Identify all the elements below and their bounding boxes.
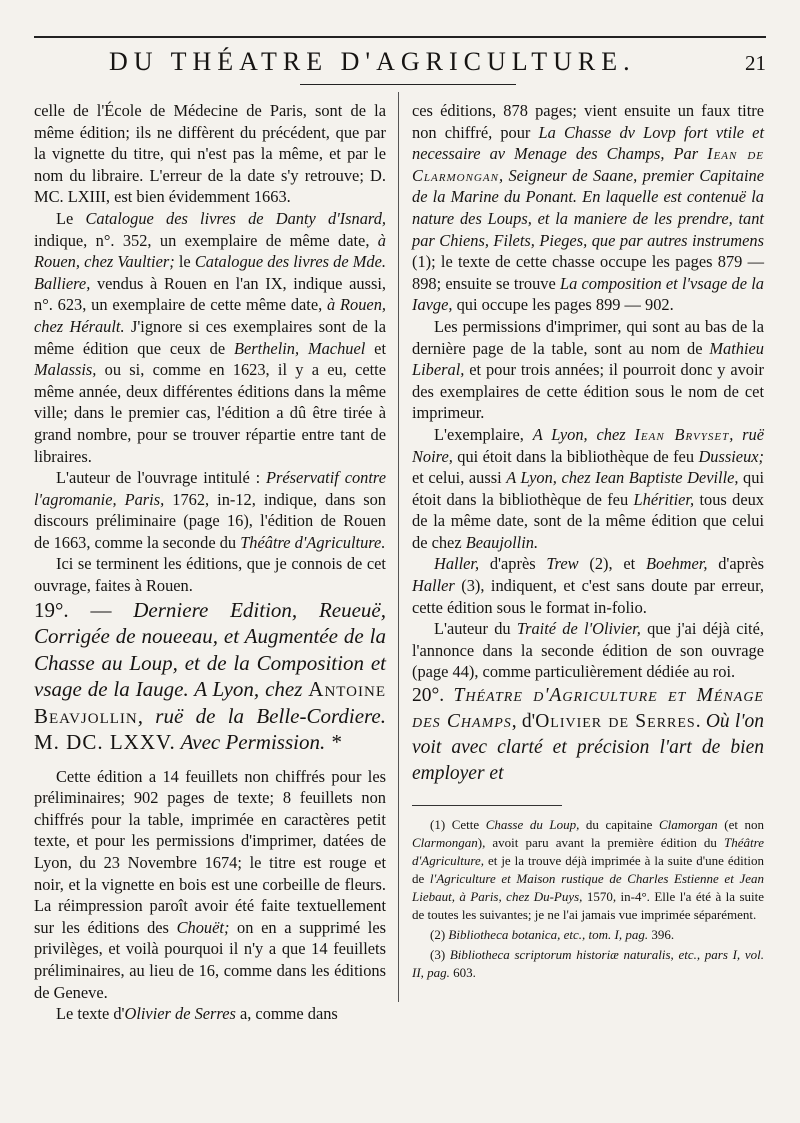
- paragraph: celle de l'École de Médecine de Paris, sont de la même édition; ils ne diffèrent du précédent, que par la vignette du titre, qui n'est pas la même, et par le nom du libraire. L'erreur de la date s'y retrouve; D. MC. LXIII, est bien évidemment 1663.: [34, 101, 386, 207]
- running-header: [34, 47, 766, 77]
- paragraph: Cette édition a 14 feuillets non chiffrés pour les préliminaires; 902 pages de texte; 8 feuillets non chiffrés pour la table, imprimée en caractères petit texte, et pour les permissions d'imprimer, datées de Lyon, du 23 Novembre 1674; le titre est rouge et noir, et la vignette en bois est une corbeille de fleurs. La réimpression paroît avoir été faite textuellement sur les éditions des Chouët; on en a supprimé les privilèges, et voilà pourquoi il n'y a que 14 feuillets préliminaires, au lieu de 16, comme dans les éditions de Geneve.: [34, 766, 386, 1002]
- column-divider: [398, 92, 399, 1002]
- footnote-3: (3) Bibliotheca scriptorum historiæ naturalis, etc., pars I, vol. II, pag. 603.: [412, 947, 764, 981]
- paragraph: Le Catalogue des livres de Danty d'Isnard, indique, n°. 352, un exemplaire de même date, à Rouen, chez Vaultier; le Catalogue des livres de Mde. Balliere, vendus à Rouen en l'an IX, indique aussi, n°. 623, un exemplaire de cette même date, à Rouen, chez Hérault. J'ignore si ces exemplaires sont de la même édition que ceux de Berthelin, Machuel et Malassis, ou si, comme en 1623, il y a eu, cette même année, deux différentes éditions dans la même ville; dans le premier cas, l'édition a dû être tirée à grand nombre, pour se trouver répartie entre tant de libraires.: [34, 208, 387, 466]
- footnote-1: (1) Cette Chasse du Loup, du capitaine Clamorgan (et non Clarmongan), avoit paru avant la première édition du Théâtre d'Agriculture, et je la trouve déjà imprimée à la suite d'une édition de l'Agriculture et Maison rustique de Charles Estienne et Jean Liebaut, à Paris, chez Du-Puys, 1570, in-4°. Elle l'a été à la suite de toutes les suivantes; je ne l'ai jamais vue imprimée séparément.: [412, 817, 765, 923]
- paragraph: L'exemplaire, A Lyon, chez Iean Brvyset, ruë Noire, qui étoit dans la bibliothèque de feu Dussieux; et celui, aussi A Lyon, chez Iean Baptiste Deville, qui étoit dans la bibliothèque de feu Lhéritier, tous deux de la même date, sont de la même édition que celui de chez Beaujollin.: [412, 424, 764, 552]
- left-column: [34, 100, 386, 1025]
- footnote-2: (2) Bibliotheca botanica, etc., tom. I, pag. 396.: [430, 927, 675, 943]
- footnotes: [412, 816, 764, 982]
- footnote-rule: [412, 805, 562, 806]
- running-title: DU THÉATRE D'AGRICULTURE.: [109, 47, 636, 76]
- entry-19-title: 19°. — Derniere Edition, Reueuë, Corrigée de noueeau, et Augmentée de la Chasse au Loup, et de la Composition et vsage de la Iauge. A Lyon, chez Antoine Beavjollin, ruë de la Belle-Cordiere. M. DC. LXXV. Avec Permission. *: [34, 597, 386, 755]
- top-rule: [34, 36, 766, 38]
- paragraph: Les permissions d'imprimer, qui sont au bas de la dernière page de la table, sont au nom de Mathieu Liberal, et pour trois années; il pourroit donc y avoir des exemplaires de cette édition sous le nom de cet imprimeur.: [412, 316, 764, 423]
- paragraph: Haller, d'après Trew (2), et Boehmer, d'après Haller (3), indiquent, et c'est sans doute par erreur, cette édition sous le format in-folio.: [412, 554, 764, 617]
- paragraph: ces éditions, 878 pages; vient ensuite un faux titre non chiffré, pour La Chasse dv Lovp fort vtile et necessaire av Menage des Champs, Par Iean de Clarmongan, Seigneur de Saane, premier Capitaine de la Marine du Ponant. En laquelle est contenuë la nature des Loups, et la maniere de les prendre, tant par Chiens, Filets, Pieges, que par autres instrumens (1); le texte de cette chasse occupe les pages 879 — 898; ensuite se trouve La composition et l'vsage de la Iavge, qui occupe les pages 899 — 902.: [412, 101, 765, 315]
- paragraph: L'auteur de l'ouvrage intitulé : Préservatif contre l'agromanie, Paris, 1762, in-12, indique, dans son discours préliminaire (page 16), l'édition de Rouen de 1663, comme la seconde du Théâtre d'Agriculture.: [34, 468, 386, 552]
- paragraph: Le texte d'Olivier de Serres a, comme dans: [56, 1004, 338, 1024]
- page-number: 21: [745, 51, 766, 75]
- right-column: [412, 100, 764, 984]
- header-rule: [300, 84, 516, 85]
- entry-20-title: 20°. Théatre d'Agriculture et Ménage des Champs, d'Olivier de Serres. Où l'on voit avec clarté et précision l'art de bien employer et: [412, 685, 765, 785]
- paragraph: Ici se terminent les éditions, que je connois de cet ouvrage, faites à Rouen.: [34, 554, 386, 596]
- paragraph: L'auteur du Traité de l'Olivier, que j'ai déjà cité, l'annonce dans la seconde édition de son ouvrage (page 44), comme particulièrement dédiée au roi.: [412, 619, 764, 682]
